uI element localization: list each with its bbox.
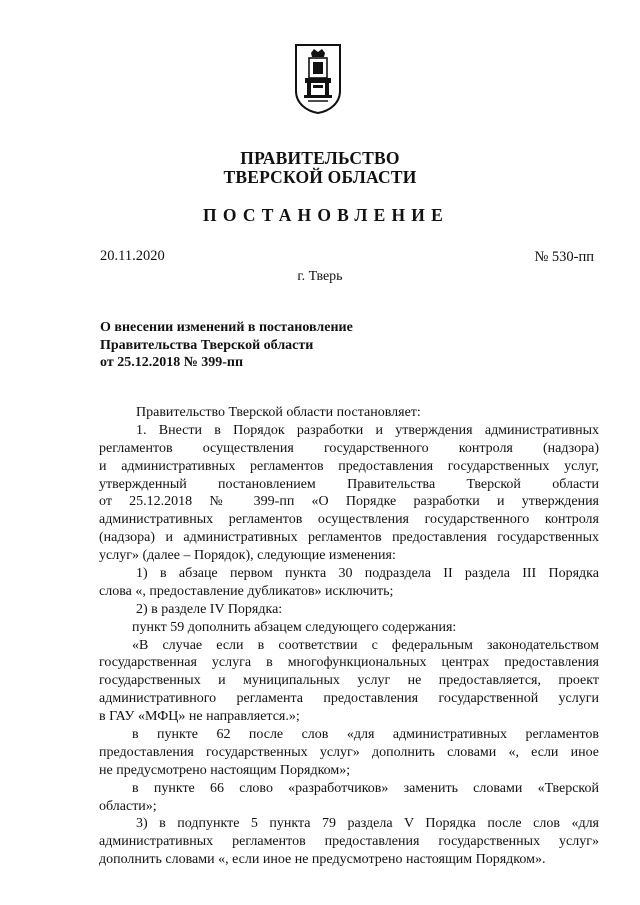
body-line: административных регламентов предоставления государственных услуг» [99, 834, 599, 850]
body-line: в ГАУ «МФЦ» не направляется.»; [99, 709, 300, 725]
body-line: государственная услуга в многофункциональных центрах предоставления [99, 655, 599, 671]
body-line: государственных и муниципальных услуг не предоставляется, проект [99, 673, 599, 689]
body-line: 1. Внести в Порядок разработки и утверждения административных [136, 422, 599, 438]
body-line: 3) в подпункте 5 пункта 79 раздела V Порядка после слов «для [136, 816, 599, 832]
body-line: не предусмотрено настоящим Порядком»; [99, 762, 351, 778]
government-name-line1: ПРАВИТЕЛЬСТВО [240, 148, 400, 168]
body-line: административного регламента предоставления государственной услуги [99, 691, 599, 707]
body-line: дополнить словами «, если иное не предусмотрено настоящим Порядком». [99, 852, 546, 868]
body-line: в пункте 66 слово «разработчиков» заменить словами «Тверской [132, 780, 599, 796]
body-line: Правительство Тверской области постановляет: [136, 405, 421, 420]
body-line: предоставления государственных услуг» дополнить словами «, если иное [99, 744, 599, 760]
body-line: утвержденный постановлением Правительства Тверской области [99, 476, 599, 492]
subject-line: Правительства Тверской области [100, 337, 314, 353]
body-line: административных регламентов осуществления государственного контроля [99, 512, 599, 528]
body-line: услуг» (далее – Порядок), следующие изменения: [99, 548, 396, 564]
government-name-line2: ТВЕРСКОЙ ОБЛАСТИ [223, 167, 417, 187]
body-line: регламентов осуществления государственного контроля (надзора) [99, 440, 599, 456]
body-line: 2) в разделе IV Порядка: [136, 601, 283, 617]
subject-line: О внесении изменений в постановление [100, 320, 353, 335]
document-city: г. Тверь [297, 269, 343, 284]
subject-line: от 25.12.2018 № 399-пп [100, 355, 244, 370]
document-number: № 530-пп [534, 249, 594, 265]
body-line: области»; [99, 798, 157, 814]
body-line: (надзора) и административных регламентов предоставления государственных [99, 530, 599, 546]
tver-coat-of-arms-icon [294, 43, 342, 115]
body-line: и административных регламентов предоставления государственных услуг, [99, 458, 599, 474]
document-type: ПОСТАНОВЛЕНИЕ [203, 205, 449, 225]
document-body [99, 404, 599, 869]
body-line: от 25.12.2018 № 399-пп «О Порядке разработки и утверждения [99, 494, 599, 510]
body-line: пункт 59 дополнить абзацем следующего содержания: [132, 619, 457, 635]
body-line: слова «, предоставление дубликатов» исключить; [99, 583, 394, 599]
document-subject [100, 319, 353, 372]
body-line: в пункте 62 после слов «для административных регламентов [132, 727, 599, 743]
body-line: 1) в абзаце первом пункта 30 подраздела II раздела III Порядка [136, 566, 599, 582]
body-line: «В случае если в соответствии с федеральным законодательством [132, 637, 599, 653]
document-date: 20.11.2020 [100, 248, 165, 264]
